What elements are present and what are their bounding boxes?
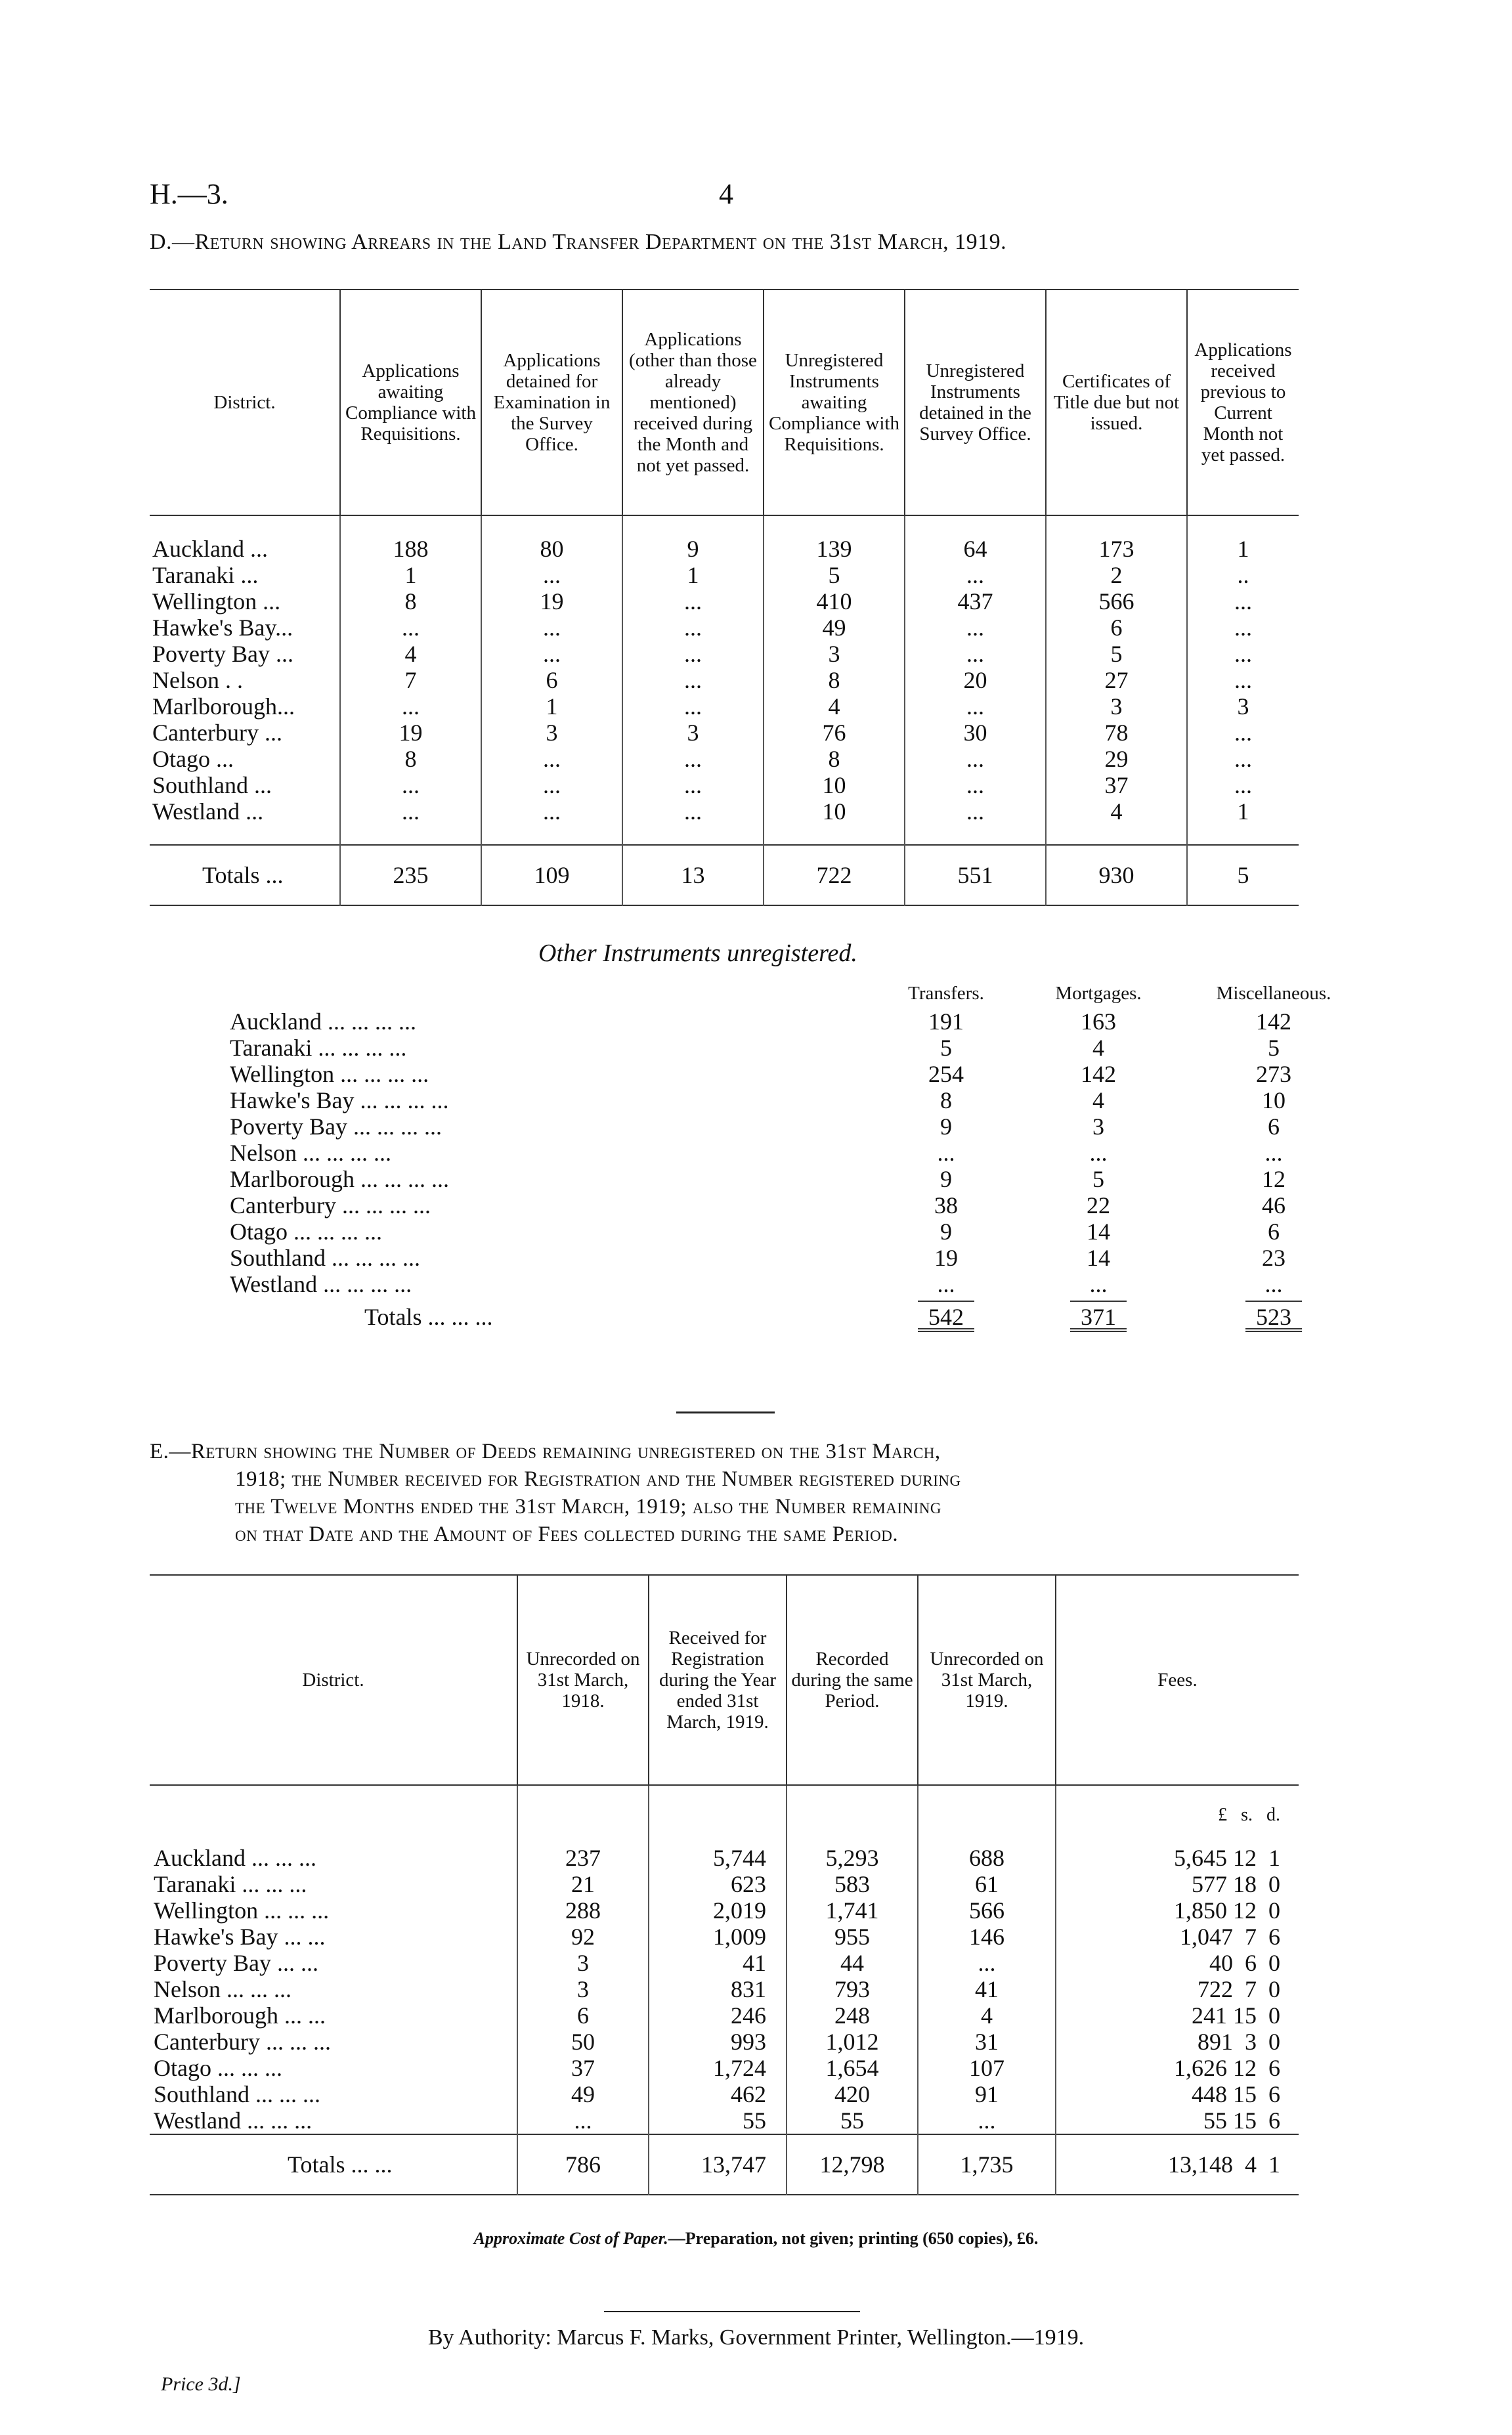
table-cell: ... <box>340 772 481 798</box>
table-cell: 5 <box>1268 1035 1280 1061</box>
table-cell: 3 <box>517 1976 649 2002</box>
table-row <box>150 798 1299 825</box>
section-divider <box>676 1411 775 1413</box>
table-cell: 5 <box>1092 1166 1104 1192</box>
table-cell: 173 <box>1046 536 1187 562</box>
table-cell: Canterbury ... ... ... <box>154 2029 331 2055</box>
table-cell: ... <box>1187 614 1299 641</box>
table-cell: ... <box>905 562 1046 588</box>
table-cell: Auckland ... ... ... ... <box>230 1008 416 1035</box>
table-cell: 5 <box>940 1035 952 1061</box>
table-cell: 142 <box>1081 1061 1116 1087</box>
table-cell: ... <box>622 746 764 772</box>
table-cell: 462 <box>649 2081 787 2107</box>
table-cell: Otago ... ... ... <box>154 2055 282 2081</box>
table-row <box>230 1166 1373 1192</box>
table-cell: ... <box>918 2107 1056 2134</box>
table-e-title-line: 1918; the Number received for Registration and the Number registered during <box>235 1467 961 1491</box>
table-cell: 1 <box>481 693 622 720</box>
table-cell: 22 <box>1087 1192 1110 1218</box>
table-cell: 21 <box>517 1871 649 1897</box>
table-cell: 793 <box>787 1976 918 2002</box>
table-cell: 38 <box>934 1192 958 1218</box>
table-cell: 955 <box>787 1924 918 1950</box>
table-cell: 420 <box>787 2081 918 2107</box>
table-cell: 6 <box>481 667 622 693</box>
table-cell: 55 <box>787 2107 918 2134</box>
table-cell: Wellington ... <box>152 588 281 614</box>
table-cell: 14 <box>1087 1218 1110 1245</box>
table-e-title-line: Return showing the Number of Deeds remaining unregistered on the 31st March, <box>190 1440 941 1463</box>
table-cell: 7 <box>340 667 481 693</box>
table-cell: 410 <box>764 588 905 614</box>
table-row <box>150 1897 1299 1924</box>
table-cell: 27 <box>1046 667 1187 693</box>
table-cell: 8 <box>764 667 905 693</box>
table-cell: Nelson . . <box>152 667 243 693</box>
table-cell: 1 <box>1187 536 1299 562</box>
table-cell: Westland ... <box>152 798 264 825</box>
table-cell: Poverty Bay ... <box>152 641 293 667</box>
table-cell: 577 18 0 <box>1056 1871 1299 1897</box>
table-row <box>150 667 1299 693</box>
table-cell: ... <box>937 1271 955 1297</box>
table-cell: ... <box>340 798 481 825</box>
table-cell: 146 <box>918 1924 1056 1950</box>
table-cell: 4 <box>764 693 905 720</box>
header-cell: Received for Registration during the Year ended 31st March, 1919. <box>649 1575 787 1785</box>
total-value: 371 <box>1070 1301 1127 1332</box>
header-cell: Fees. <box>1056 1575 1299 1785</box>
table-cell: 1,047 7 6 <box>1056 1924 1299 1950</box>
cost-note <box>0 2229 1512 2249</box>
header-cell: Mortgages. <box>1055 982 1142 1004</box>
table-cell: 188 <box>340 536 481 562</box>
table-cell: Westland ... ... ... ... <box>230 1271 412 1297</box>
table-cell: 31 <box>918 2029 1056 2055</box>
table-e-title-line: the Twelve Months ended the 31st March, 1919; also the Number remaining <box>235 1495 942 1519</box>
table-cell: 50 <box>517 2029 649 2055</box>
table-cell: 49 <box>517 2081 649 2107</box>
table-cell: 14 <box>1087 1245 1110 1271</box>
table-cell: Auckland ... ... ... <box>154 1845 316 1871</box>
table-cell: 3 <box>1187 693 1299 720</box>
table-cell: 4 <box>1092 1087 1104 1113</box>
table-cell: 20 <box>905 667 1046 693</box>
table-cell: 248 <box>787 2002 918 2029</box>
total-value: 542 <box>918 1301 974 1332</box>
table-cell: Canterbury ... ... ... ... <box>230 1192 431 1218</box>
table-cell: Nelson ... ... ... ... <box>230 1140 391 1166</box>
header-cell: Applications detained for Examination in the Survey Office. <box>481 290 622 515</box>
other-header-row <box>230 978 1373 1008</box>
table-cell: Southland ... ... ... ... <box>230 1245 421 1271</box>
table-row <box>150 746 1299 772</box>
table-row <box>150 2002 1299 2029</box>
table-cell: 37 <box>1046 772 1187 798</box>
price-note: Price 3d.] <box>161 2373 241 2395</box>
printer-authority: By Authority: Marcus F. Marks, Government Printer, Wellington.—1919. <box>427 2325 1085 2350</box>
table-cell: 241 15 0 <box>1056 2002 1299 2029</box>
table-cell: Totals ... ... ... <box>364 1304 493 1330</box>
table-cell: ... <box>905 798 1046 825</box>
table-row <box>150 693 1299 720</box>
header-cell: Applications awaiting Compliance with Requisitions. <box>340 290 481 515</box>
table-cell: 1,850 12 0 <box>1056 1897 1299 1924</box>
table-cell: 64 <box>905 536 1046 562</box>
table-cell: 4 <box>1046 798 1187 825</box>
table-cell: 6 <box>1046 614 1187 641</box>
table-cell: ... <box>340 693 481 720</box>
table-cell: 1,735 <box>918 2134 1056 2195</box>
other-instruments-title: Other Instruments unregistered. <box>538 939 857 967</box>
table-cell: 1 <box>1187 798 1299 825</box>
table-row <box>150 2055 1299 2081</box>
table-cell: 46 <box>1262 1192 1285 1218</box>
table-cell: ... <box>481 641 622 667</box>
table-cell: 831 <box>649 1976 787 2002</box>
table-cell: Taranaki ... ... ... <box>154 1871 307 1897</box>
table-cell: 237 <box>517 1845 649 1871</box>
table-row <box>230 1140 1373 1166</box>
table-d-title <box>150 230 1305 255</box>
cost-text: —Preparation, not given; printing (650 copies), £6. <box>668 2229 1039 2248</box>
table-cell: Marlborough ... ... ... ... <box>230 1166 449 1192</box>
table-cell: ... <box>340 614 481 641</box>
table-cell: Marlborough ... ... <box>154 2002 326 2029</box>
document-reference: H.—3. <box>150 178 228 210</box>
table-cell: ... <box>622 772 764 798</box>
table-cell: 930 <box>1046 845 1187 905</box>
footer-divider <box>604 2311 860 2312</box>
table-cell: 2,019 <box>649 1897 787 1924</box>
spacer-row <box>150 825 1299 845</box>
table-cell: 76 <box>764 720 905 746</box>
table-row <box>230 1113 1373 1140</box>
page-number: 4 <box>719 178 733 210</box>
table-row <box>230 1245 1373 1271</box>
table-cell: 6 <box>1268 1113 1280 1140</box>
table-cell: 5 <box>1187 845 1299 905</box>
table-e-title <box>150 1438 1305 1548</box>
table-cell: 551 <box>905 845 1046 905</box>
table-cell: 3 <box>481 720 622 746</box>
table-cell: 23 <box>1262 1245 1285 1271</box>
table-row <box>150 2081 1299 2107</box>
table-row <box>150 1845 1299 1871</box>
table-row <box>150 1976 1299 2002</box>
table-row <box>150 1871 1299 1897</box>
table-row <box>150 562 1299 588</box>
table-cell: 891 3 0 <box>1056 2029 1299 2055</box>
table-cell: Otago ... <box>152 746 234 772</box>
table-cell: ... <box>1264 1271 1283 1297</box>
other-instruments-table <box>230 978 1373 1337</box>
table-cell: 235 <box>340 845 481 905</box>
header-cell: Miscellaneous. <box>1216 982 1331 1004</box>
table-cell: ... <box>1089 1271 1108 1297</box>
header-cell: Unrecorded on 31st March, 1918. <box>517 1575 649 1785</box>
table-cell: ... <box>905 746 1046 772</box>
table-cell: Taranaki ... ... ... ... <box>230 1035 407 1061</box>
table-cell: 10 <box>1262 1087 1285 1113</box>
table-row <box>150 772 1299 798</box>
table-cell: 37 <box>517 2055 649 2081</box>
currency-units: £ s. d. <box>1056 1785 1299 1845</box>
spacer-row <box>150 515 1299 536</box>
table-cell: Otago ... ... ... ... <box>230 1218 382 1245</box>
header-cell: Recorded during the same Period. <box>787 1575 918 1785</box>
table-cell: 246 <box>649 2002 787 2029</box>
table-cell: 80 <box>481 536 622 562</box>
table-cell: 1,626 12 6 <box>1056 2055 1299 2081</box>
table-cell: Totals ... ... <box>288 2151 393 2178</box>
table-cell: 29 <box>1046 746 1187 772</box>
table-cell: ... <box>905 641 1046 667</box>
header-cell: Applications (other than those already mentioned) received during the Month and not yet passed. <box>622 290 764 515</box>
table-cell: 9 <box>940 1218 952 1245</box>
currency-row <box>150 1785 1299 1845</box>
table-cell: ... <box>622 667 764 693</box>
table-cell: Canterbury ... <box>152 720 282 746</box>
table-cell: 41 <box>649 1950 787 1976</box>
table-cell: 3 <box>622 720 764 746</box>
table-cell: 142 <box>1256 1008 1291 1035</box>
table-cell: Taranaki ... <box>152 562 259 588</box>
table-cell: ... <box>905 772 1046 798</box>
table-cell: ... <box>1089 1140 1108 1166</box>
table-e-title-line: on that Date and the Amount of Fees collected during the same Period. <box>235 1522 899 1546</box>
cost-label: Approximate Cost of Paper. <box>473 2229 668 2248</box>
table-cell: 3 <box>517 1950 649 1976</box>
table-cell: 9 <box>622 536 764 562</box>
table-cell: ... <box>905 693 1046 720</box>
table-cell: 722 <box>764 845 905 905</box>
table-cell: ... <box>1264 1140 1283 1166</box>
table-cell: 6 <box>517 2002 649 2029</box>
table-cell: Nelson ... ... ... <box>154 1976 292 2002</box>
table-cell: 13,747 <box>649 2134 787 2195</box>
table-cell: ... <box>481 562 622 588</box>
table-cell: ... <box>481 614 622 641</box>
table-row <box>230 1008 1373 1035</box>
table-cell: ... <box>937 1140 955 1166</box>
table-row <box>150 536 1299 562</box>
table-cell: 55 15 6 <box>1056 2107 1299 2134</box>
table-cell: 30 <box>905 720 1046 746</box>
table-cell: 722 7 0 <box>1056 1976 1299 2002</box>
table-cell: 5,744 <box>649 1845 787 1871</box>
table-cell: 10 <box>764 798 905 825</box>
table-row <box>230 1192 1373 1218</box>
header-cell: Unregistered Instruments awaiting Compliance with Requisitions. <box>764 290 905 515</box>
table-cell: 3 <box>764 641 905 667</box>
table-row <box>150 1950 1299 1976</box>
table-cell: 1,654 <box>787 2055 918 2081</box>
table-cell: 1,012 <box>787 2029 918 2055</box>
table-d-title-prefix: D.— <box>150 230 195 254</box>
table-row <box>230 1035 1373 1061</box>
table-cell: 254 <box>928 1061 964 1087</box>
table-e-title-prefix: E.— <box>150 1440 191 1463</box>
deeds-header-row <box>150 1575 1299 1785</box>
table-cell: 44 <box>787 1950 918 1976</box>
table-cell: Hawke's Bay ... ... ... ... <box>230 1087 449 1113</box>
table-cell: 1,009 <box>649 1924 787 1950</box>
table-cell: ... <box>622 588 764 614</box>
table-cell: 12 <box>1262 1166 1285 1192</box>
table-cell: 623 <box>649 1871 787 1897</box>
table-row <box>150 1924 1299 1950</box>
table-cell: 139 <box>764 536 905 562</box>
table-row <box>230 1061 1373 1087</box>
table-cell: 1 <box>340 562 481 588</box>
deeds-table <box>150 1574 1299 2195</box>
totals-row <box>150 845 1299 905</box>
table-cell: ... <box>622 641 764 667</box>
table-cell: Southland ... ... ... <box>154 2081 321 2107</box>
table-cell: .. <box>1187 562 1299 588</box>
table-cell: 583 <box>787 1871 918 1897</box>
table-cell: Wellington ... ... ... ... <box>230 1061 429 1087</box>
table-row <box>150 2107 1299 2134</box>
table-cell: 2 <box>1046 562 1187 588</box>
table-cell: 107 <box>918 2055 1056 2081</box>
table-cell: 163 <box>1081 1008 1116 1035</box>
table-cell: 191 <box>928 1008 964 1035</box>
table-cell: ... <box>517 2107 649 2134</box>
table-cell: ... <box>481 798 622 825</box>
table-row <box>230 1218 1373 1245</box>
table-row <box>150 641 1299 667</box>
table-cell: 40 6 0 <box>1056 1950 1299 1976</box>
table-cell: 49 <box>764 614 905 641</box>
header-cell: Unregistered Instruments detained in the Survey Office. <box>905 290 1046 515</box>
table-cell: 8 <box>340 588 481 614</box>
header-cell: Certificates of Title due but not issued. <box>1046 290 1187 515</box>
table-cell: 993 <box>649 2029 787 2055</box>
table-cell: 566 <box>918 1897 1056 1924</box>
table-cell: ... <box>1187 641 1299 667</box>
table-cell: ... <box>1187 746 1299 772</box>
header-cell: Transfers. <box>908 982 984 1004</box>
table-cell: 61 <box>918 1871 1056 1897</box>
table-row <box>150 614 1299 641</box>
table-cell: Hawke's Bay... <box>152 614 293 641</box>
table-cell: 8 <box>764 746 905 772</box>
table-cell: ... <box>622 693 764 720</box>
table-cell: ... <box>622 798 764 825</box>
table-cell: 5,293 <box>787 1845 918 1871</box>
table-cell: 8 <box>940 1087 952 1113</box>
table-cell: 109 <box>481 845 622 905</box>
table-cell: 437 <box>905 588 1046 614</box>
totals-row <box>230 1297 1373 1337</box>
table-cell: Marlborough... <box>152 693 295 720</box>
table-cell: 5 <box>764 562 905 588</box>
table-cell: 4 <box>340 641 481 667</box>
table-cell: 12,798 <box>787 2134 918 2195</box>
table-cell: 9 <box>940 1166 952 1192</box>
table-cell: 3 <box>1046 693 1187 720</box>
header-cell: Unrecorded on 31st March, 1919. <box>918 1575 1056 1785</box>
table-cell: 273 <box>1256 1061 1291 1087</box>
table-cell: ... <box>1187 667 1299 693</box>
header-cell: Applications received previous to Current Month not yet passed. <box>1187 290 1299 515</box>
table-cell: 8 <box>340 746 481 772</box>
table-cell: 55 <box>649 2107 787 2134</box>
table-cell: Totals ... <box>202 862 284 888</box>
table-row <box>150 2029 1299 2055</box>
table-cell: 288 <box>517 1897 649 1924</box>
table-cell: 6 <box>1268 1218 1280 1245</box>
table-cell: ... <box>918 1950 1056 1976</box>
table-cell: Wellington ... ... ... <box>154 1897 330 1924</box>
table-cell: Southland ... <box>152 772 272 798</box>
table-row <box>230 1087 1373 1113</box>
total-value: 523 <box>1245 1301 1302 1332</box>
table-cell: Hawke's Bay ... ... <box>154 1924 326 1950</box>
table-cell: 9 <box>940 1113 952 1140</box>
table-cell: Westland ... ... ... <box>154 2107 313 2134</box>
table-cell: 1 <box>622 562 764 588</box>
table-cell: 91 <box>918 2081 1056 2107</box>
table-cell: 13,148 4 1 <box>1056 2134 1299 2195</box>
arrears-header-row <box>150 290 1299 515</box>
table-cell: 13 <box>622 845 764 905</box>
table-cell: Auckland ... <box>152 536 268 562</box>
table-cell: ... <box>1187 720 1299 746</box>
table-cell: 1,741 <box>787 1897 918 1924</box>
table-cell: 4 <box>1092 1035 1104 1061</box>
table-d-title-text: Return showing Arrears in the Land Transfer Department on the 31st March, 1919. <box>194 230 1007 254</box>
totals-row <box>150 2134 1299 2195</box>
table-row <box>230 1271 1373 1297</box>
table-cell: 688 <box>918 1845 1056 1871</box>
table-cell: 92 <box>517 1924 649 1950</box>
arrears-table <box>150 289 1299 906</box>
table-cell: 5 <box>1046 641 1187 667</box>
table-cell: 78 <box>1046 720 1187 746</box>
table-cell: ... <box>622 614 764 641</box>
table-cell: 19 <box>340 720 481 746</box>
table-cell: 4 <box>918 2002 1056 2029</box>
header-cell: District. <box>302 1670 364 1691</box>
table-cell: 5,645 12 1 <box>1056 1845 1299 1871</box>
table-cell: 566 <box>1046 588 1187 614</box>
table-cell: 19 <box>481 588 622 614</box>
table-row <box>150 720 1299 746</box>
table-cell: 41 <box>918 1976 1056 2002</box>
table-cell: Poverty Bay ... ... ... ... <box>230 1113 442 1140</box>
table-cell: ... <box>1187 588 1299 614</box>
table-cell: ... <box>481 772 622 798</box>
table-cell: 19 <box>934 1245 958 1271</box>
header-cell: District. <box>213 392 276 413</box>
table-cell: ... <box>905 614 1046 641</box>
table-cell: 448 15 6 <box>1056 2081 1299 2107</box>
table-cell: Poverty Bay ... ... <box>154 1950 318 1976</box>
table-cell: 10 <box>764 772 905 798</box>
table-cell: 3 <box>1092 1113 1104 1140</box>
table-cell: 1,724 <box>649 2055 787 2081</box>
table-cell: ... <box>1187 772 1299 798</box>
table-cell: ... <box>481 746 622 772</box>
table-row <box>150 588 1299 614</box>
table-cell: 786 <box>517 2134 649 2195</box>
